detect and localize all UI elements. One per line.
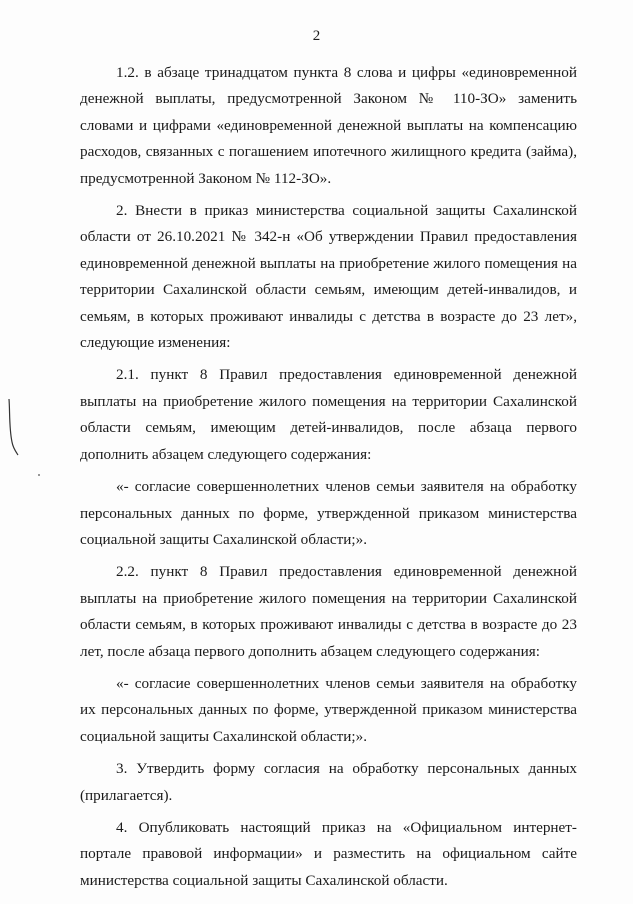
paragraph-2-1-quote: «- согласие совершеннолетних членов семьи заявителя на обработку персональных данных по форме, утвержденной приказом министерства социальной защиты Сахалинской области;». xyxy=(80,478,577,548)
paragraph-2-1: 2.1. пункт 8 Правил предоставления единовременной денежной выплаты на приобретение жилого помещения на территории Сахалинской области семьям, имеющим детей-инвалидов, после абзаца первого дополнить абзацем следующего содержания: xyxy=(80,366,577,463)
margin-pen-mark xyxy=(6,398,20,456)
paragraph-4: 4. Опубликовать настоящий приказ на «Официальном интернет-портале правовой информации» и разместить на официальном сайте министерства социальной защиты Сахалинской области. xyxy=(80,818,577,889)
paragraph-2: 2. Внести в приказ министерства социальной защиты Сахалинской области от 26.10.2021 № 342-н «Об утверждении Правил предоставления единовременной денежной выплаты на приобретение жилого помещения на территории Сахалинской области семьям, имеющим детей-инвалидов, и семьям, в которых проживают инвалиды с детства в возрасте до 23 лет», следующие изменения: xyxy=(80,202,577,352)
paragraph-2-2-quote: «- согласие совершеннолетних членов семьи заявителя на обработку их персональных данных по форме, утвержденной приказом министерства социальной защиты Сахалинской области;». xyxy=(80,674,577,745)
paragraph-1-2: 1.2. в абзаце тринадцатом пункта 8 слова и цифры «единовременной денежной выплаты, предусмотренной Законом № 110-ЗО» заменить словами и цифрами «единовременной денежной выплаты на компенсацию расходов, связанных с погашением ипотечного жилищного кредита (займа), предусмотренной Законом № 112-ЗО». xyxy=(80,64,577,187)
document-body xyxy=(80,60,577,900)
scan-speck xyxy=(38,474,40,476)
paragraph-3: 3. Утвердить форму согласия на обработку персональных данных (прилагается). xyxy=(80,760,577,804)
page-number: 2 xyxy=(312,28,321,44)
paragraph-2-2: 2.2. пункт 8 Правил предоставления единовременной денежной выплаты на приобретение жилого помещения на территории Сахалинской области семьям, в которых проживают инвалиды с детства в возрасте до 23 лет, после абзаца первого дополнить абзацем следующего содержания: xyxy=(80,563,577,660)
